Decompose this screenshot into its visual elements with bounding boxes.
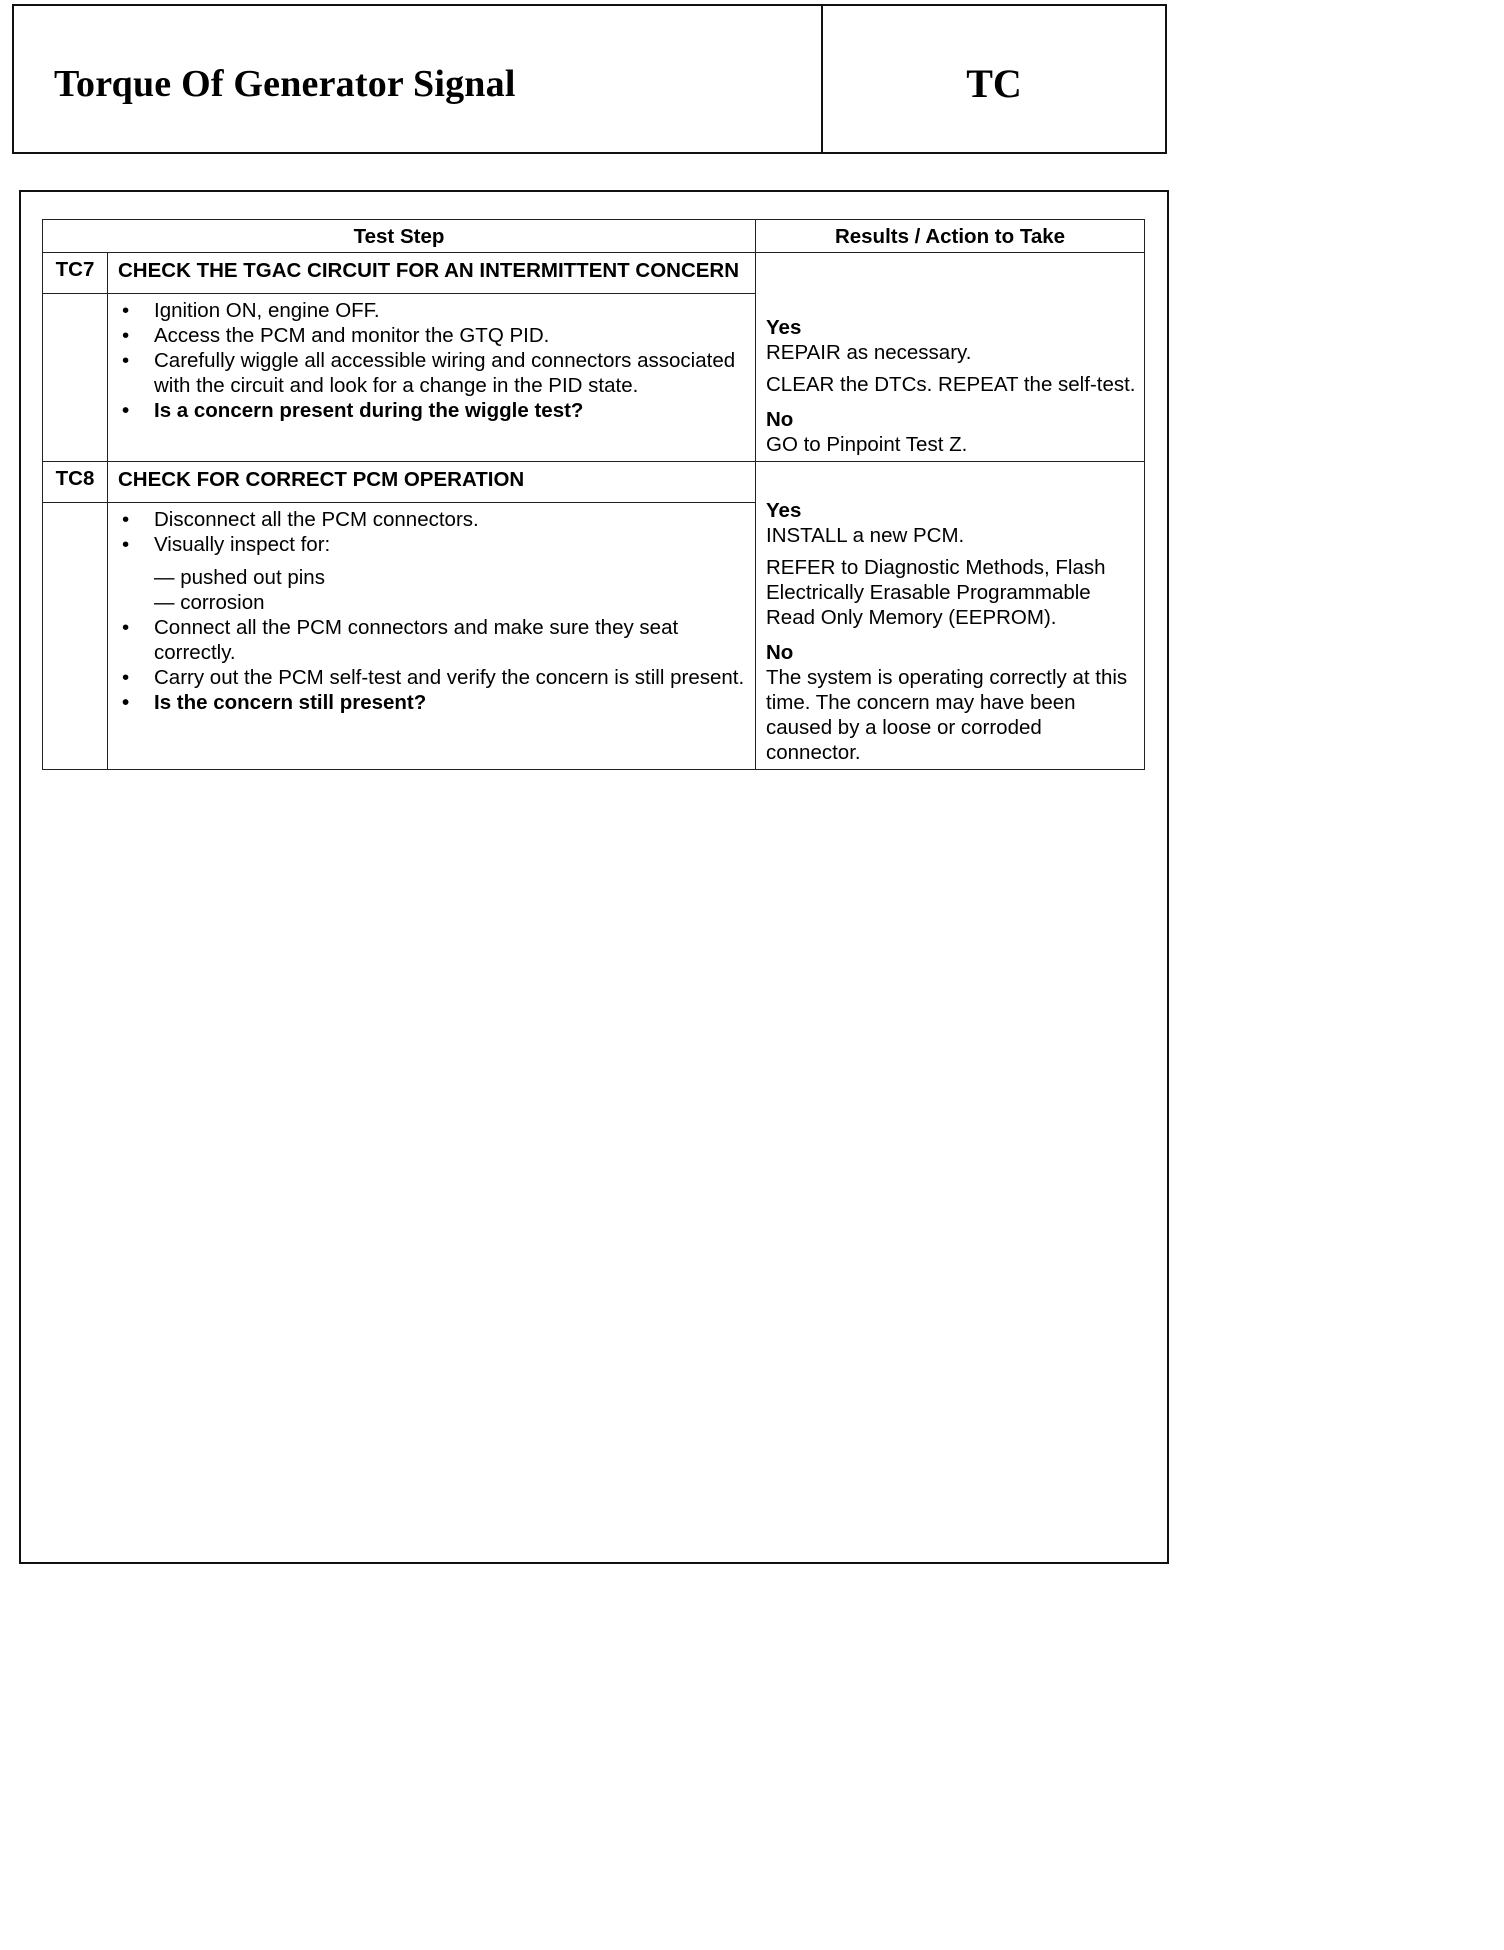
list-item: • Carefully wiggle all accessible wiring and connectors associated with the circuit and look for a change in the PID state. <box>120 348 749 398</box>
yes-action: INSTALL a new PCM. <box>766 524 965 547</box>
list-item: • Carry out the PCM self-test and verify the concern is still present. <box>120 665 749 690</box>
step-instructions <box>108 293 756 461</box>
list-item: • Access the PCM and monitor the GTQ PID. <box>120 323 749 348</box>
table-row <box>43 253 1145 294</box>
step-results <box>756 253 1145 462</box>
yes-action: CLEAR the DTCs. REPEAT the self-test. <box>766 373 1136 396</box>
content-panel <box>19 190 1169 1564</box>
results-header: Results / Action to Take <box>756 220 1145 253</box>
step-results <box>756 462 1145 770</box>
list-item: • Disconnect all the PCM connectors. <box>120 507 749 532</box>
step-title: CHECK THE TGAC CIRCUIT FOR AN INTERMITTENT CONCERN <box>108 253 756 294</box>
yes-label: Yes <box>766 316 802 339</box>
no-label: No <box>766 408 794 431</box>
table-row <box>43 462 1145 503</box>
question-item: • Is the concern still present? <box>120 690 749 715</box>
page-title: Torque Of Generator Signal <box>54 63 516 105</box>
step-code: TC7 <box>43 253 108 294</box>
no-action: GO to Pinpoint Test Z. <box>766 433 968 456</box>
table-header-row <box>43 220 1145 253</box>
question-item: • Is a concern present during the wiggle test? <box>120 398 749 423</box>
step-code: TC8 <box>43 462 108 503</box>
list-item: • Connect all the PCM connectors and make sure they seat correctly. <box>120 615 749 665</box>
list-item: • Visually inspect for: <box>120 532 749 557</box>
step-title: CHECK FOR CORRECT PCM OPERATION <box>108 462 756 503</box>
yes-action: REFER to Diagnostic Methods, Flash Electrically Erasable Programmable Read Only Memory (EEPROM). <box>766 556 1106 629</box>
sub-list-item: — pushed out pins <box>154 566 325 590</box>
sub-list-item: — corrosion <box>154 591 265 615</box>
yes-label: Yes <box>766 499 802 522</box>
empty-code-cell <box>43 293 108 461</box>
pinpoint-test-table <box>42 219 1145 770</box>
no-action: The system is operating correctly at this time. The concern may have been caused by a loose or corroded connector. <box>766 666 1128 764</box>
yes-action: REPAIR as necessary. <box>766 341 972 364</box>
no-label: No <box>766 641 794 664</box>
empty-code-cell <box>43 503 108 770</box>
step-instructions <box>108 503 756 770</box>
page-header <box>12 4 1167 154</box>
section-code: TC <box>966 61 1022 106</box>
list-item: • Ignition ON, engine OFF. <box>120 298 749 323</box>
test-step-header: Test Step <box>43 220 756 253</box>
